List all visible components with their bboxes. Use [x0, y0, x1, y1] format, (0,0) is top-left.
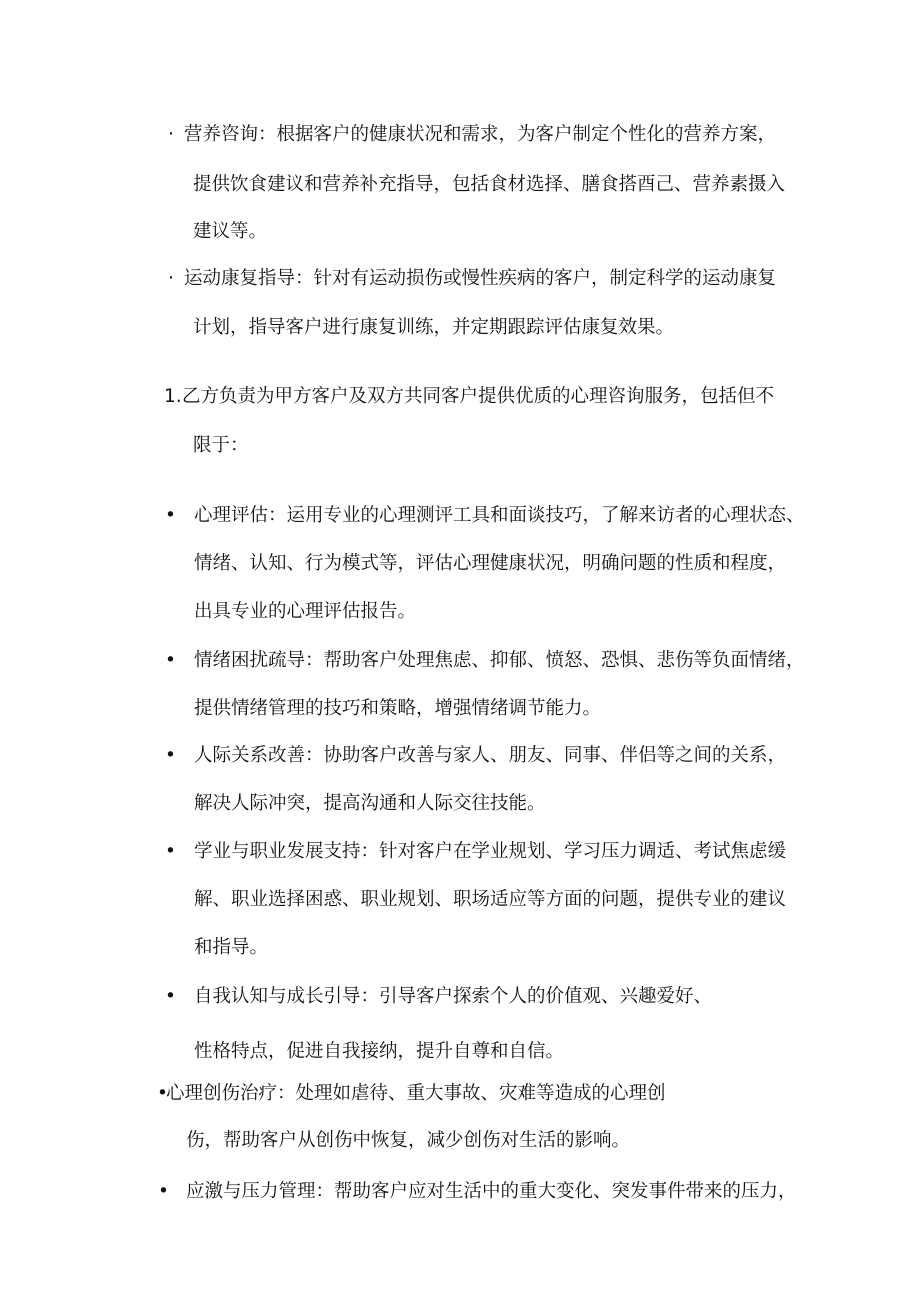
item-bullet: · — [168, 124, 174, 145]
item-line: 心理创伤治疗：处理如虐待、重大事故、灾难等造成的心理创 — [166, 1083, 666, 1104]
item-line: 运动康复指导：针对有运动损伤或慢性疾病的客户，制定科学的运动康复 — [184, 268, 777, 289]
item-line: 提供情绪管理的技巧和策略，增强情绪调节能力。 — [194, 698, 602, 719]
item-line: 自我认知与成长引导：引导客户探索个人的价值观、兴趣爱好、 — [194, 986, 713, 1007]
item-line: 出具专业的心理评估报告。 — [194, 601, 417, 622]
clause-number: 1. — [164, 386, 182, 407]
item-line: 应激与压力管理：帮助客户应对生活中的重大变化、突发事件带来的压力， — [186, 1181, 797, 1202]
item-bullet: • — [165, 650, 176, 671]
item-line: 和指导。 — [194, 937, 269, 958]
clause-line: 限于： — [193, 435, 249, 456]
item-line: 伤，帮助客户从创伤中恢复，减少创伤对生活的影响。 — [186, 1130, 631, 1151]
item-bullet: • — [165, 745, 176, 766]
item-line: 情绪困扰疏导：帮助客户处理焦虑、抑郁、愤怒、恐惧、悲伤等负面情绪， — [194, 650, 805, 671]
item-line: 心理评估：运用专业的心理测评工具和面谈技巧，了解来访者的心理状态、 — [194, 505, 805, 526]
item-line: 解决人际冲突，提高沟通和人际交往技能。 — [194, 793, 546, 814]
item-bullet: • — [165, 505, 176, 526]
item-bullet: · — [168, 268, 174, 289]
item-line: 情绪、认知、行为模式等，评估心理健康状况，明确问题的性质和程度， — [194, 553, 787, 574]
item-bullet: • — [165, 986, 176, 1007]
item-line: 建议等。 — [193, 221, 268, 242]
item-line: 营养咨询：根据客户的健康状况和需求，为客户制定个性化的营养方案， — [184, 124, 777, 145]
clause-line: 乙方负责为甲方客户及双方共同客户提供优质的心理咨询服务，包括但不 — [182, 386, 775, 407]
item-line: 学业与职业发展支持：针对客户在学业规划、学习压力调适、考试焦虑缓 — [194, 841, 787, 862]
item-line: 计划，指导客户进行康复训练，并定期跟踪评估康复效果。 — [193, 317, 675, 338]
item-bullet: • — [158, 1181, 169, 1202]
item-bullet: • — [165, 841, 176, 862]
item-line: 解、职业选择困惑、职业规划、职场适应等方面的问题，提供专业的建议 — [194, 889, 787, 910]
item-line: 性格特点，促进自我接纳，提升自尊和自信。 — [194, 1041, 565, 1062]
item-bullet: • — [157, 1083, 168, 1104]
item-line: 提供饮食建议和营养补充指导，包括食材选择、膳食搭酉己、营养素摄入 — [193, 174, 786, 195]
item-line: 人际关系改善：协助客户改善与家人、朋友、同事、伴侣等之间的关系， — [194, 745, 787, 766]
